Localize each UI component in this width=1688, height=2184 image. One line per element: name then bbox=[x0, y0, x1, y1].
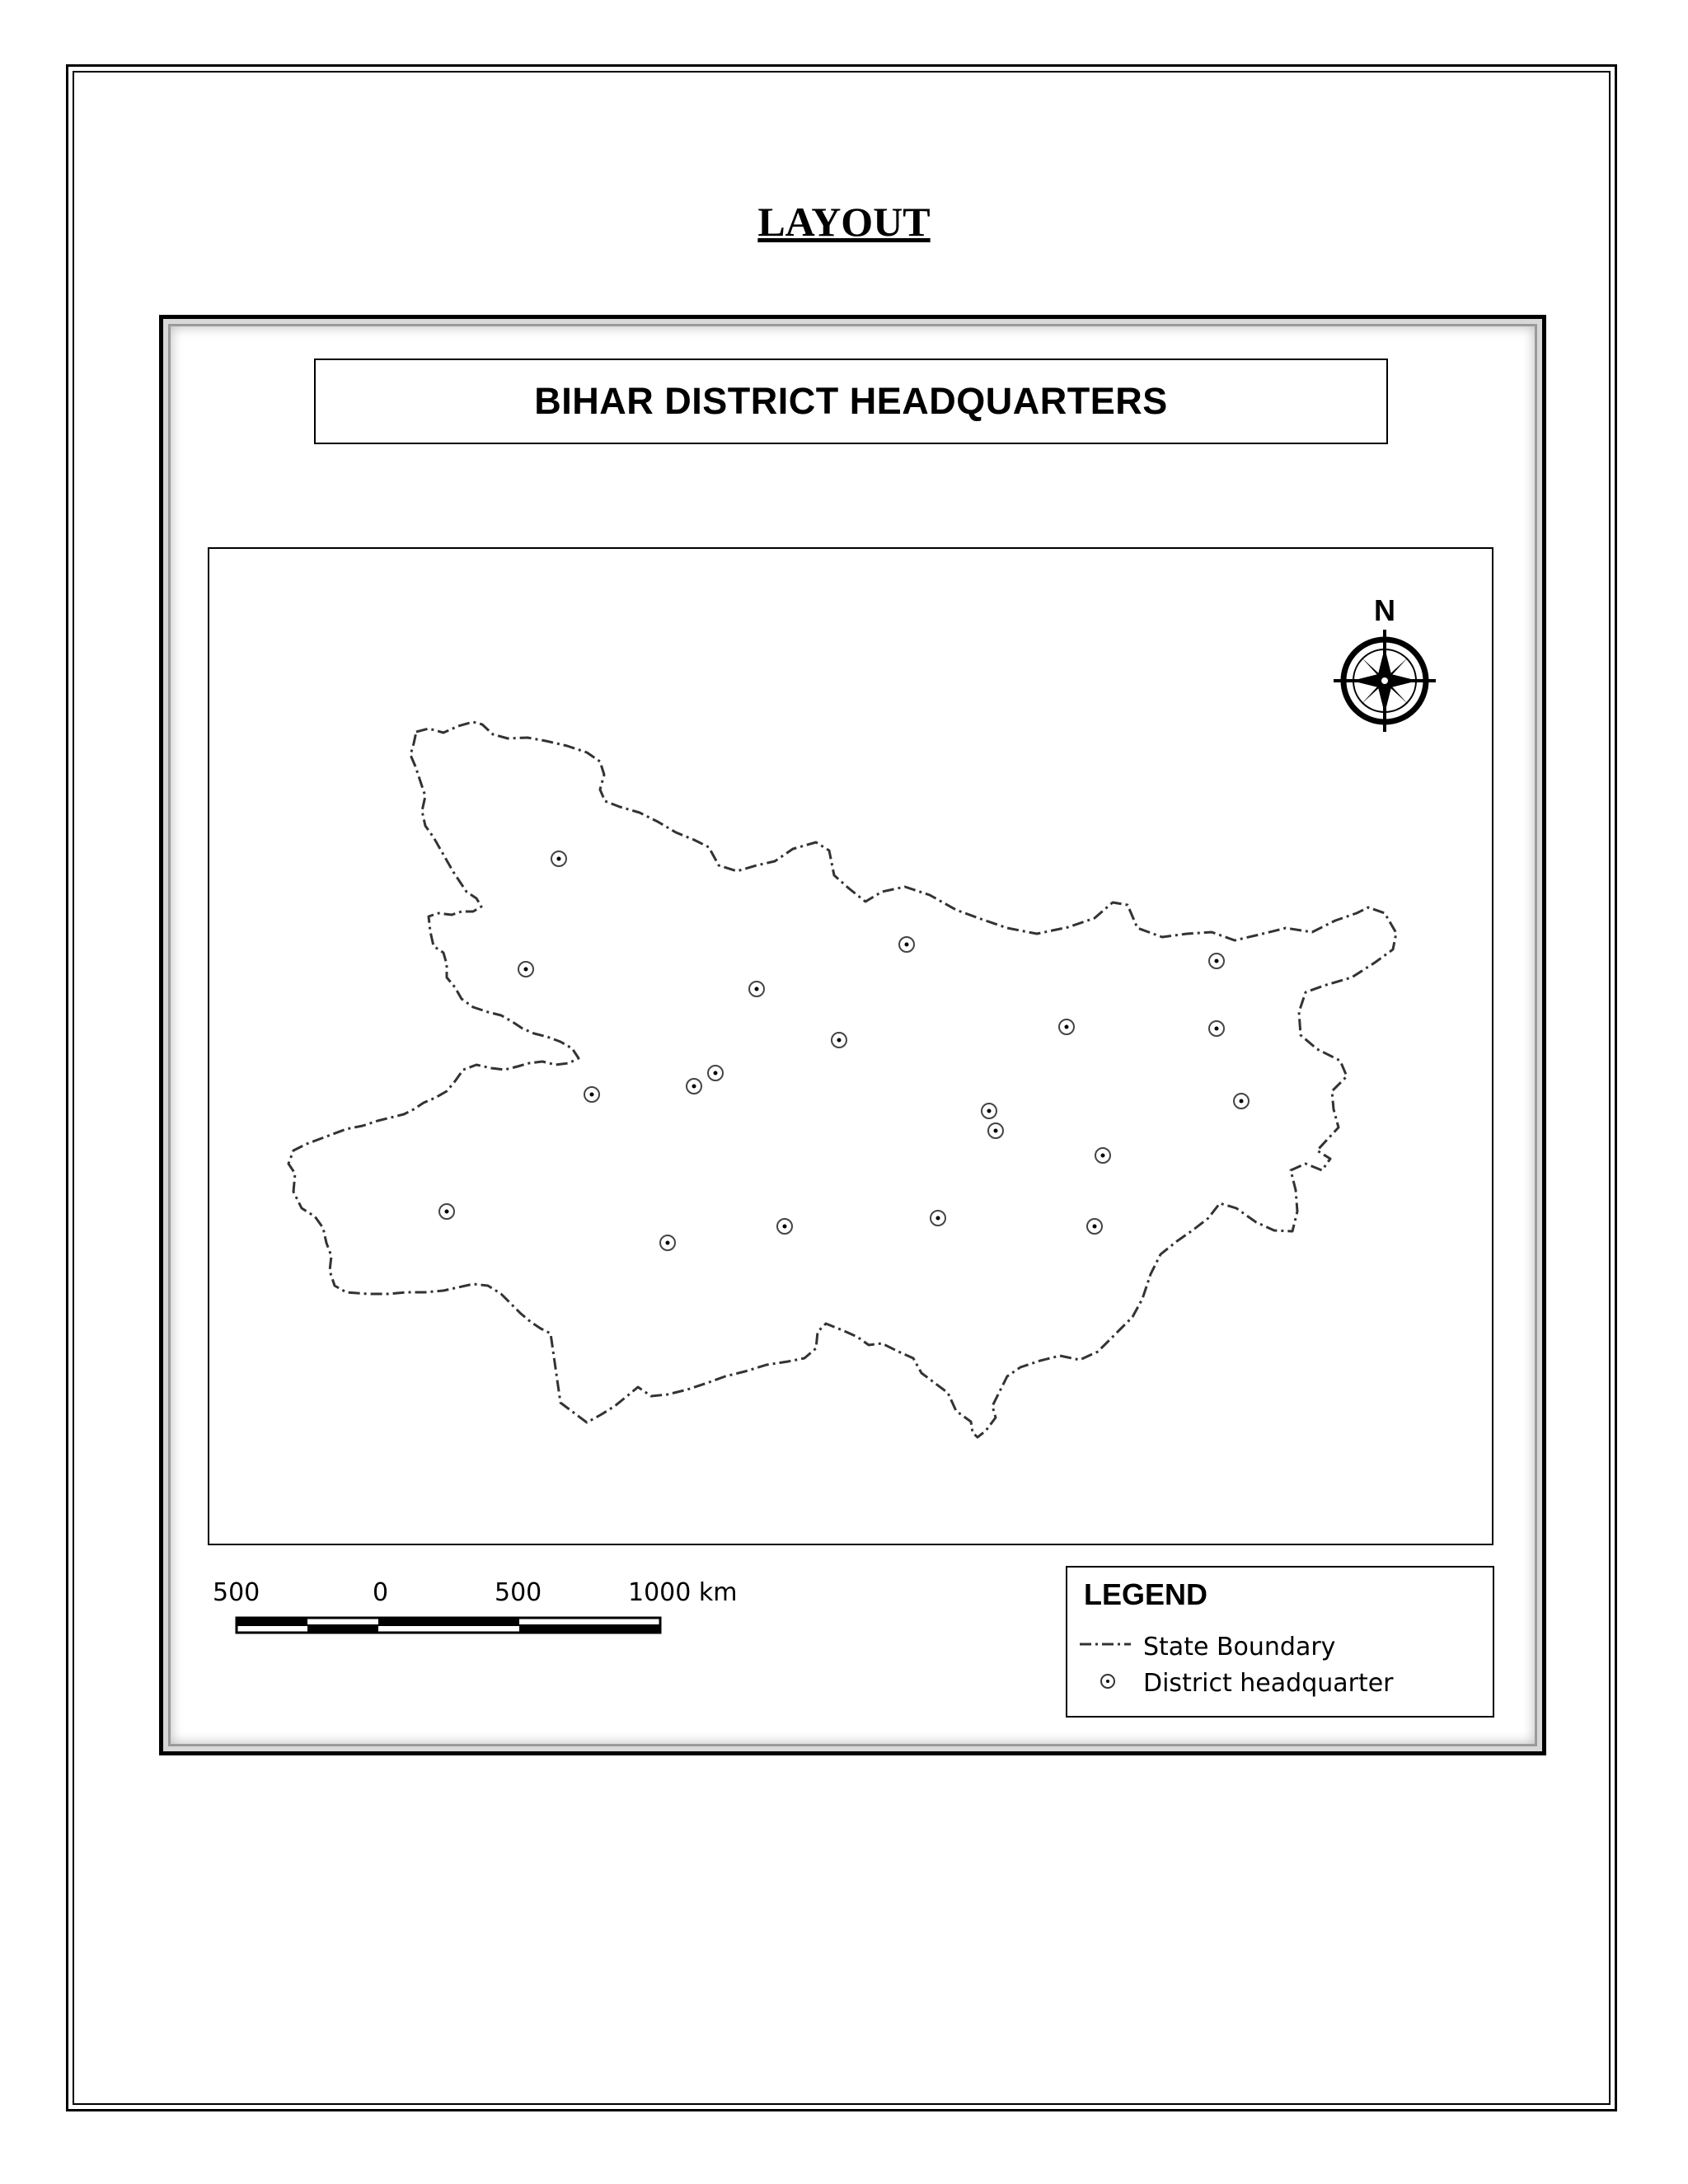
scale-label-0: 500 bbox=[213, 1578, 260, 1607]
legend-item-state-boundary bbox=[1077, 1630, 1335, 1663]
state-boundary-shape bbox=[288, 722, 1396, 1437]
scale-label-3: 1000 km bbox=[628, 1578, 738, 1607]
legend-label-state-boundary: State Boundary bbox=[1143, 1632, 1336, 1661]
district-hq-marker bbox=[988, 1123, 1003, 1138]
district-hq-marker bbox=[749, 982, 764, 996]
page-heading: LAYOUT bbox=[757, 199, 931, 245]
north-label: N bbox=[1374, 593, 1395, 627]
legend-item-district-headquarter bbox=[1077, 1666, 1394, 1699]
district-hq-marker bbox=[1209, 1021, 1224, 1036]
district-hq-marker bbox=[708, 1066, 723, 1080]
district-hq-marker bbox=[982, 1104, 996, 1118]
district-hq-marker bbox=[551, 851, 566, 866]
map-title: BIHAR DISTRICT HEADQUARTERS bbox=[534, 380, 1168, 422]
district-hq-marker bbox=[1059, 1019, 1074, 1034]
district-hq-marker bbox=[687, 1079, 701, 1094]
district-hq-marker bbox=[1095, 1148, 1110, 1163]
district-hq-marker bbox=[1087, 1219, 1102, 1234]
scale-label-1: 0 bbox=[373, 1578, 389, 1607]
district-hq-marker bbox=[1234, 1094, 1249, 1108]
district-hq-marker bbox=[1209, 954, 1224, 968]
district-hq-marker bbox=[439, 1204, 454, 1219]
legend bbox=[1066, 1566, 1494, 1718]
district-hq-marker bbox=[931, 1211, 945, 1226]
district-hq-marker bbox=[518, 962, 533, 977]
district-hq-marker bbox=[777, 1219, 792, 1234]
scale-bar bbox=[237, 1618, 660, 1633]
district-hq-marker bbox=[660, 1235, 675, 1250]
district-headquarters-layer bbox=[439, 851, 1249, 1250]
district-hq-marker bbox=[584, 1087, 599, 1102]
district-hq-marker bbox=[899, 937, 914, 952]
legend-title: LEGEND bbox=[1084, 1577, 1208, 1611]
district-hq-marker bbox=[832, 1033, 846, 1047]
compass-rose-icon bbox=[1334, 630, 1436, 732]
legend-label-district-headquarter: District headquarter bbox=[1143, 1668, 1394, 1698]
scale-label-2: 500 bbox=[495, 1578, 542, 1607]
